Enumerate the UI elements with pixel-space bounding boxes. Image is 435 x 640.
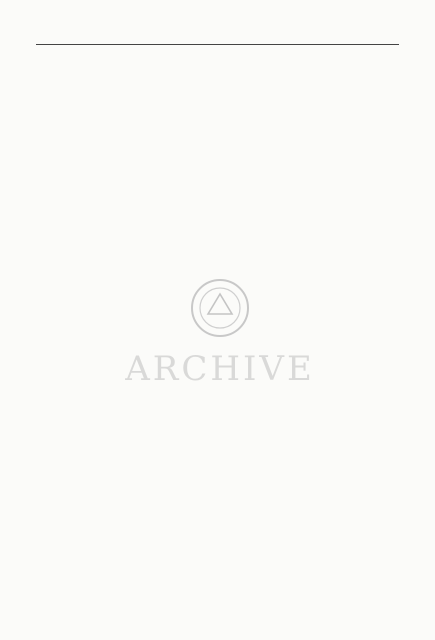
seal-emblem-shape [208, 294, 232, 314]
seal-outer-ring [192, 280, 248, 336]
archive-seal-icon [100, 268, 340, 398]
body-paragraph [36, 214, 399, 229]
body-paragraph [36, 74, 399, 89]
body-paragraph [36, 230, 399, 245]
body-text [36, 58, 399, 276]
seal-inner-ring [200, 288, 240, 328]
body-paragraph [36, 198, 399, 213]
body-paragraph [36, 261, 399, 276]
body-paragraph [36, 120, 399, 135]
body-paragraph [36, 89, 399, 104]
body-paragraph [36, 58, 399, 73]
body-paragraph [36, 136, 399, 151]
header-rule [36, 44, 399, 45]
body-paragraph [36, 105, 399, 120]
archive-watermark [100, 268, 340, 398]
body-paragraph [36, 183, 399, 198]
body-paragraph [36, 167, 399, 182]
watermark-text: ARCHIVE [125, 349, 315, 389]
body-paragraph [36, 152, 399, 167]
body-paragraph [36, 245, 399, 260]
